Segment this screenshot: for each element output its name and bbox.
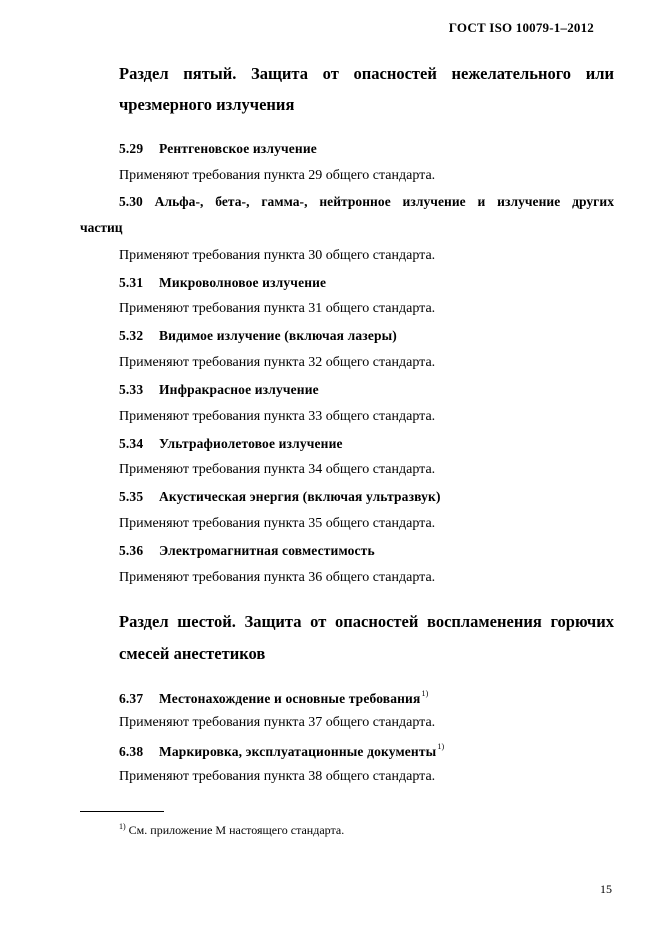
clause-5-32-heading <box>119 328 397 344</box>
clause-number: 5.33 <box>119 382 144 397</box>
clause-number: 5.36 <box>119 543 144 558</box>
clause-title: Микроволновое излучение <box>159 275 327 290</box>
clause-5-36-heading <box>119 543 375 559</box>
clause-title: Ультрафиолетовое излучение <box>159 436 343 451</box>
clause-title: Инфракрасное излучение <box>159 382 319 397</box>
clause-title: Видимое излучение (включая лазеры) <box>159 328 397 343</box>
clause-5-34-heading <box>119 436 343 452</box>
clause-5-36-text: Применяют требования пункта 36 общего стандарта. <box>119 570 436 585</box>
clause-5-32-text: Применяют требования пункта 32 общего стандарта. <box>119 355 436 370</box>
clause-title: Рентгеновское излучение <box>159 141 317 156</box>
clause-title: Местонахождение и основные требования <box>159 691 421 706</box>
clause-number: 5.35 <box>119 489 144 504</box>
clause-6-38-heading <box>119 742 444 760</box>
clause-title: Акустическая энергия (включая ультразвук) <box>159 489 441 504</box>
clause-5-29-text: Применяют требования пункта 29 общего стандарта. <box>119 168 436 183</box>
clause-number: 6.37 <box>119 691 144 706</box>
clause-5-30-heading-line1: 5.30 Альфа-, бета-, гамма-, нейтронное излучение и излучение других <box>119 194 614 209</box>
clause-5-30-text: Применяют требования пункта 30 общего стандарта. <box>119 248 436 263</box>
clause-6-37-heading <box>119 689 428 707</box>
clause-5-30-heading-line2: частиц <box>80 220 123 235</box>
clause-title: Электромагнитная совместимость <box>159 543 375 558</box>
document-header: ГОСТ ISO 10079-1–2012 <box>448 20 594 35</box>
footnote <box>119 822 344 838</box>
clause-number: 5.31 <box>119 275 144 290</box>
footnote-text: См. приложение М настоящего стандарта. <box>128 823 345 837</box>
clause-6-37-text: Применяют требования пункта 37 общего стандарта. <box>119 715 436 730</box>
clause-5-33-heading <box>119 382 319 398</box>
clause-title: Маркировка, эксплуатационные документы <box>159 744 437 759</box>
clause-5-35-text: Применяют требования пункта 35 общего стандарта. <box>119 516 436 531</box>
clause-5-33-text: Применяют требования пункта 33 общего стандарта. <box>119 409 436 424</box>
clause-number: 5.32 <box>119 328 144 343</box>
section-5-title-line2: чрезмерного излучения <box>119 95 295 114</box>
footnote-divider <box>80 811 164 812</box>
clause-6-38-text: Применяют требования пункта 38 общего стандарта. <box>119 769 436 784</box>
section-6-title-line2: смесей анестетиков <box>119 644 266 663</box>
page-number: 15 <box>600 882 612 896</box>
footnote-ref: 1) <box>421 689 429 698</box>
footnote-ref: 1) <box>437 742 445 751</box>
clause-5-34-text: Применяют требования пункта 34 общего стандарта. <box>119 462 436 477</box>
clause-5-35-heading <box>119 489 441 505</box>
footnote-mark: 1) <box>119 822 126 831</box>
clause-number: 6.38 <box>119 744 144 759</box>
section-6-title-line1: Раздел шестой. Защита от опасностей воспламенения горючих <box>119 612 614 631</box>
section-5-title-line1: Раздел пятый. Защита от опасностей нежелательного или <box>119 64 614 83</box>
clause-5-29-heading <box>119 141 317 157</box>
clause-number: 5.34 <box>119 436 144 451</box>
clause-number: 5.29 <box>119 141 144 156</box>
clause-5-31-heading <box>119 275 326 291</box>
clause-5-31-text: Применяют требования пункта 31 общего стандарта. <box>119 301 436 316</box>
